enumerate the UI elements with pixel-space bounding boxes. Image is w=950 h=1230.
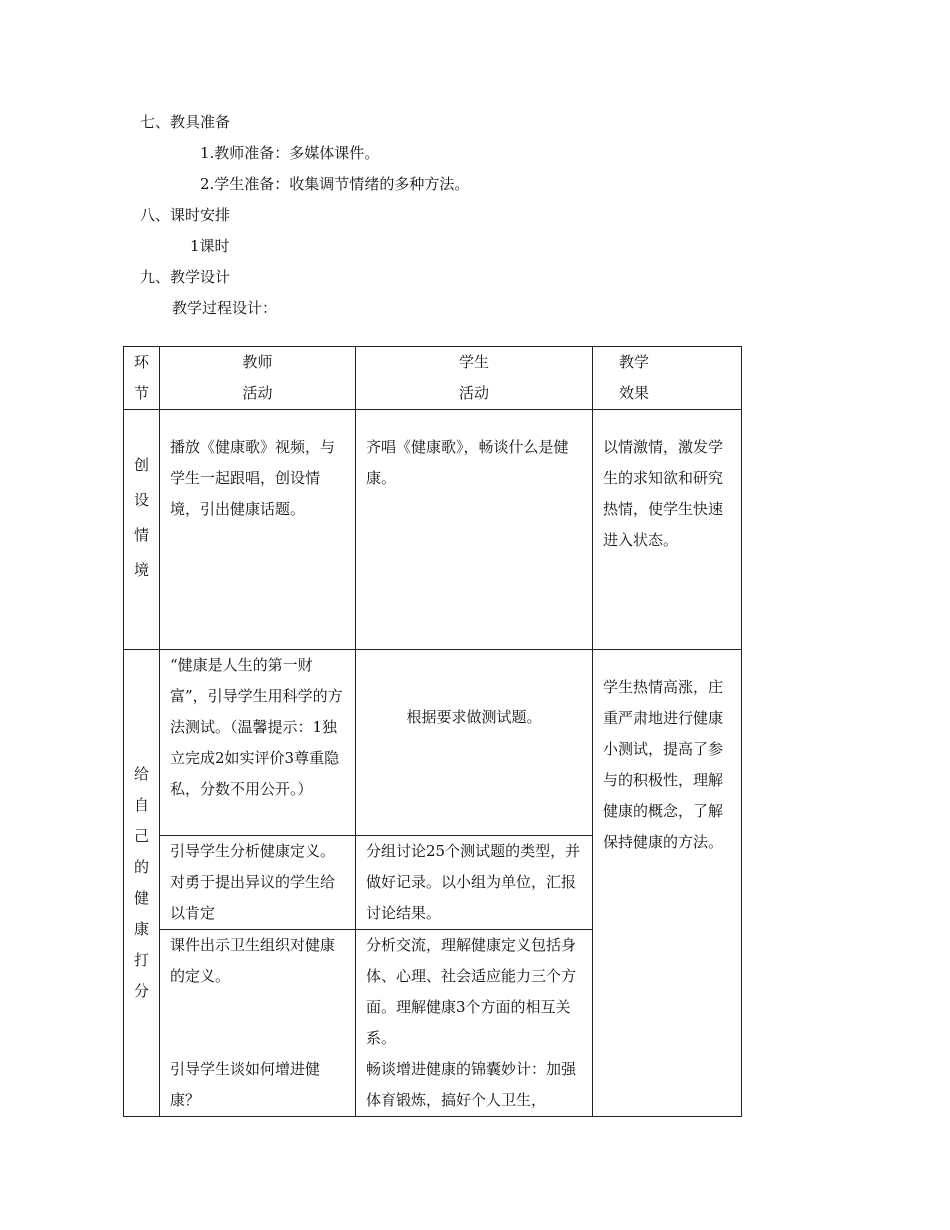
table-row-health-test — [124, 650, 742, 836]
schedule-item: 1课时 — [190, 237, 230, 255]
section-heading-schedule: 八、课时安排 — [140, 206, 231, 224]
table-row-create-scene — [124, 410, 742, 650]
effect-1: 以情激情，激发学生的求知欲和研究热情，使学生快速进入状态。 — [593, 410, 742, 650]
header-effect: 教学 效果 — [593, 347, 742, 410]
teacher-activity-4: 课件出示卫生组织对健康的定义。 引导学生谈如何增进健康？ — [160, 930, 356, 1117]
header-student: 学生 活动 — [356, 347, 593, 410]
teacher-activity-2: “健康是人生的第一财富”，引导学生用科学的方法测试。（温馨提示：1独立完成2如实评价3尊重隐私，分数不用公开。） — [160, 650, 356, 836]
stage-create-scene: 创 设 情 境 — [124, 410, 160, 650]
effect-2: 学生热情高涨，庄重严肃地进行健康小测试，提高了参与的积极性，理解健康的概念，了解保持健康的方法。 — [593, 650, 742, 1117]
stage-health-score: 给 自 己 的 健 康 打 分 — [124, 650, 160, 1117]
teacher-activity-3: 引导学生分析健康定义。对勇于提出异议的学生给以肯定 — [160, 836, 356, 930]
student-activity-1: 齐唱《健康歌》，畅谈什么是健康。 — [356, 410, 593, 650]
header-teacher: 教师 活动 — [160, 347, 356, 410]
teacher-prep-item: 1.教师准备：多媒体课件。 — [200, 144, 380, 162]
teaching-process-table — [123, 346, 742, 1117]
header-stage: 环 节 — [124, 347, 160, 410]
student-activity-4: 分析交流，理解健康定义包括身体、心理、社会适应能力三个方面。理解健康3个方面的相互关系。 畅谈增进健康的锦囊妙计：加强体育锻炼，搞好个人卫生， — [356, 930, 593, 1117]
table-header-row — [124, 347, 742, 410]
student-activity-3: 分组讨论25个测试题的类型，并做好记录。以小组为单位，汇报讨论结果。 — [356, 836, 593, 930]
teacher-activity-1: 播放《健康歌》视频，与学生一起跟唱，创设情境，引出健康话题。 — [160, 410, 356, 650]
student-prep-item: 2.学生准备：收集调节情绪的多种方法。 — [200, 175, 470, 193]
design-intro: 教学过程设计： — [172, 299, 278, 317]
section-heading-tools: 七、教具准备 — [140, 113, 231, 131]
section-heading-design: 九、教学设计 — [140, 268, 231, 286]
student-activity-2: 根据要求做测试题。 — [356, 650, 593, 836]
